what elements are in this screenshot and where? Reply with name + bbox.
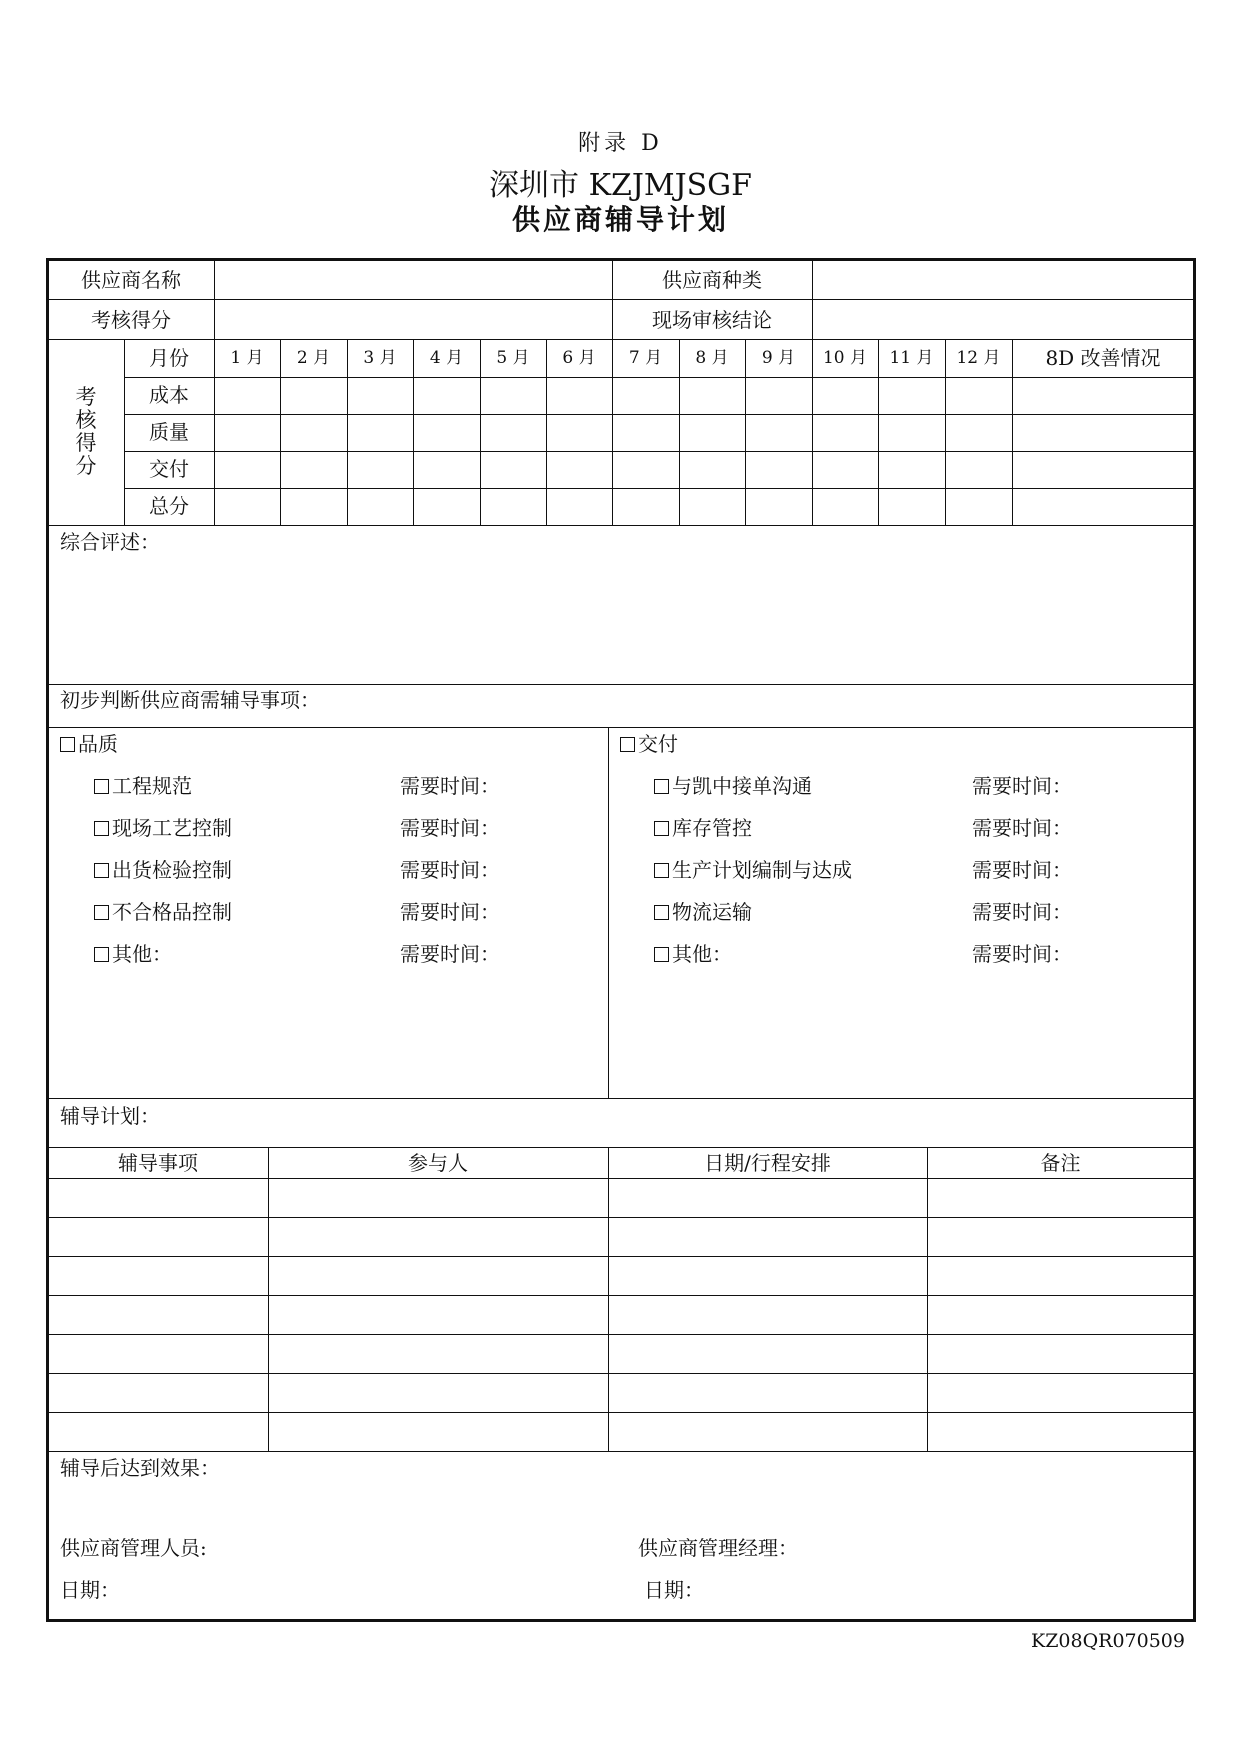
- delivery-item[interactable]: [654, 902, 752, 922]
- checkbox-icon: [94, 779, 109, 794]
- delivery-time-label: 需要时间：: [972, 858, 1072, 882]
- form-title: 供应商辅导计划: [511, 203, 729, 236]
- company-name: 深圳市 KZJMJSGF: [489, 168, 752, 203]
- month-6: 6 月: [562, 348, 596, 368]
- delivery-title: 交付: [638, 732, 678, 756]
- rule: [48, 1147, 1194, 1148]
- rule: [48, 1178, 1194, 1179]
- delivery-checkbox[interactable]: [620, 734, 678, 754]
- checkbox-icon: [654, 779, 669, 794]
- row-quality: 质量: [149, 420, 189, 444]
- quality-time-label: 需要时间：: [400, 900, 500, 924]
- appendix-label: 附录 D: [578, 131, 663, 156]
- row-total: 总分: [149, 494, 189, 518]
- supplier-name-label: 供应商名称: [81, 268, 181, 292]
- month-9: 9 月: [761, 348, 796, 368]
- delivery-item[interactable]: [654, 818, 752, 838]
- date-label-left: 日期：: [60, 1578, 120, 1602]
- quality-item[interactable]: [94, 902, 232, 922]
- plan-header-item: 辅导事项: [118, 1151, 198, 1175]
- supplier-type-label: 供应商种类: [662, 268, 762, 292]
- rule: [48, 1295, 1194, 1296]
- quality-item-label: 出货检验控制: [112, 858, 232, 882]
- month-8: 8 月: [695, 348, 729, 368]
- delivery-item-label: 生产计划编制与达成: [672, 858, 852, 882]
- rule: [48, 339, 1194, 340]
- delivery-item[interactable]: [654, 860, 852, 880]
- side-char: 核: [75, 408, 97, 432]
- quality-item-label: 其他：: [112, 942, 172, 966]
- rule: [48, 727, 1194, 728]
- delivery-time-label: 需要时间：: [972, 942, 1072, 966]
- needs-label: 初步判断供应商需辅导事项：: [60, 688, 320, 712]
- delivery-item-label: 其他：: [672, 942, 732, 966]
- side-char: 得: [75, 431, 97, 455]
- month-2: 2 月: [296, 348, 331, 368]
- plan-label: 辅导计划：: [60, 1104, 160, 1128]
- rule: [124, 414, 1194, 415]
- month-10: 10 月: [822, 348, 868, 368]
- quality-checkbox[interactable]: [60, 734, 118, 754]
- score-label: 考核得分: [91, 308, 171, 332]
- rule: [608, 1147, 609, 1451]
- rule: [268, 1147, 269, 1451]
- plan-header-schedule: 日期/行程安排: [704, 1151, 831, 1175]
- quality-item-label: 不合格品控制: [112, 900, 232, 924]
- checkbox-icon: [654, 863, 669, 878]
- quality-time-label: 需要时间：: [400, 774, 500, 798]
- delivery-time-label: 需要时间：: [972, 816, 1072, 840]
- checkbox-icon: [620, 737, 635, 752]
- checkbox-icon: [654, 905, 669, 920]
- side-char: 分: [75, 454, 97, 478]
- month-4: 4 月: [429, 348, 464, 368]
- manager-label: 供应商管理经理：: [638, 1536, 798, 1560]
- delivery-time-label: 需要时间：: [972, 900, 1072, 924]
- quality-item[interactable]: [94, 776, 192, 796]
- rule: [927, 1147, 928, 1451]
- quality-time-label: 需要时间：: [400, 942, 500, 966]
- quality-item[interactable]: [94, 818, 232, 838]
- staff-label: 供应商管理人员:: [60, 1536, 207, 1560]
- delivery-item[interactable]: [654, 776, 812, 796]
- row-delivery: 交付: [149, 457, 189, 481]
- checkbox-icon: [94, 905, 109, 920]
- assessment-side-label: [72, 386, 100, 478]
- quality-item[interactable]: [94, 860, 232, 880]
- month-header: 月份: [149, 346, 189, 370]
- form-code: KZ08QR070509: [1031, 1630, 1185, 1652]
- delivery-time-label: 需要时间：: [972, 774, 1072, 798]
- checkbox-icon: [60, 737, 75, 752]
- row-cost: 成本: [149, 383, 189, 407]
- checkbox-icon: [94, 947, 109, 962]
- rule: [48, 1373, 1194, 1374]
- checkbox-icon: [94, 821, 109, 836]
- checkbox-icon: [654, 947, 669, 962]
- month-11: 11 月: [889, 348, 934, 368]
- month-7: 7 月: [628, 348, 663, 368]
- checkbox-icon: [94, 863, 109, 878]
- audit-conclusion-label: 现场审核结论: [652, 308, 772, 332]
- quality-time-label: 需要时间：: [400, 858, 500, 882]
- rule: [48, 299, 1194, 300]
- side-char: 考: [75, 385, 97, 409]
- comment-label: 综合评述：: [60, 530, 160, 554]
- plan-header-participant: 参与人: [408, 1151, 468, 1175]
- quality-item-label: 工程规范: [112, 774, 192, 798]
- delivery-item[interactable]: [654, 944, 732, 964]
- month-3: 3 月: [363, 348, 397, 368]
- delivery-item-label: 物流运输: [672, 900, 752, 924]
- quality-item-label: 现场工艺控制: [112, 816, 232, 840]
- date-label-right: 日期：: [644, 1578, 704, 1602]
- rule: [48, 1217, 1194, 1218]
- month-12: 12 月: [956, 348, 1001, 368]
- rule: [812, 260, 813, 339]
- quality-time-label: 需要时间：: [400, 816, 500, 840]
- form-frame: [46, 258, 1196, 1622]
- month-1: 1 月: [230, 348, 264, 368]
- rule: [124, 488, 1194, 489]
- rule: [608, 727, 609, 1098]
- improvement-header: 8D 改善情况: [1045, 346, 1161, 370]
- rule: [48, 525, 1194, 526]
- rule: [48, 1451, 1194, 1452]
- quality-item[interactable]: [94, 944, 172, 964]
- rule: [48, 1334, 1194, 1335]
- delivery-item-label: 库存管控: [672, 816, 752, 840]
- delivery-item-label: 与凯中接单沟通: [672, 774, 812, 798]
- rule: [124, 377, 1194, 378]
- rule: [124, 451, 1194, 452]
- quality-title: 品质: [78, 732, 118, 756]
- plan-header-remark: 备注: [1040, 1151, 1081, 1175]
- rule: [48, 1256, 1194, 1257]
- month-5: 5 月: [496, 348, 530, 368]
- checkbox-icon: [654, 821, 669, 836]
- rule: [214, 260, 215, 339]
- rule: [48, 684, 1194, 685]
- rule: [48, 1098, 1194, 1099]
- result-label: 辅导后达到效果：: [60, 1456, 220, 1480]
- rule: [48, 1412, 1194, 1413]
